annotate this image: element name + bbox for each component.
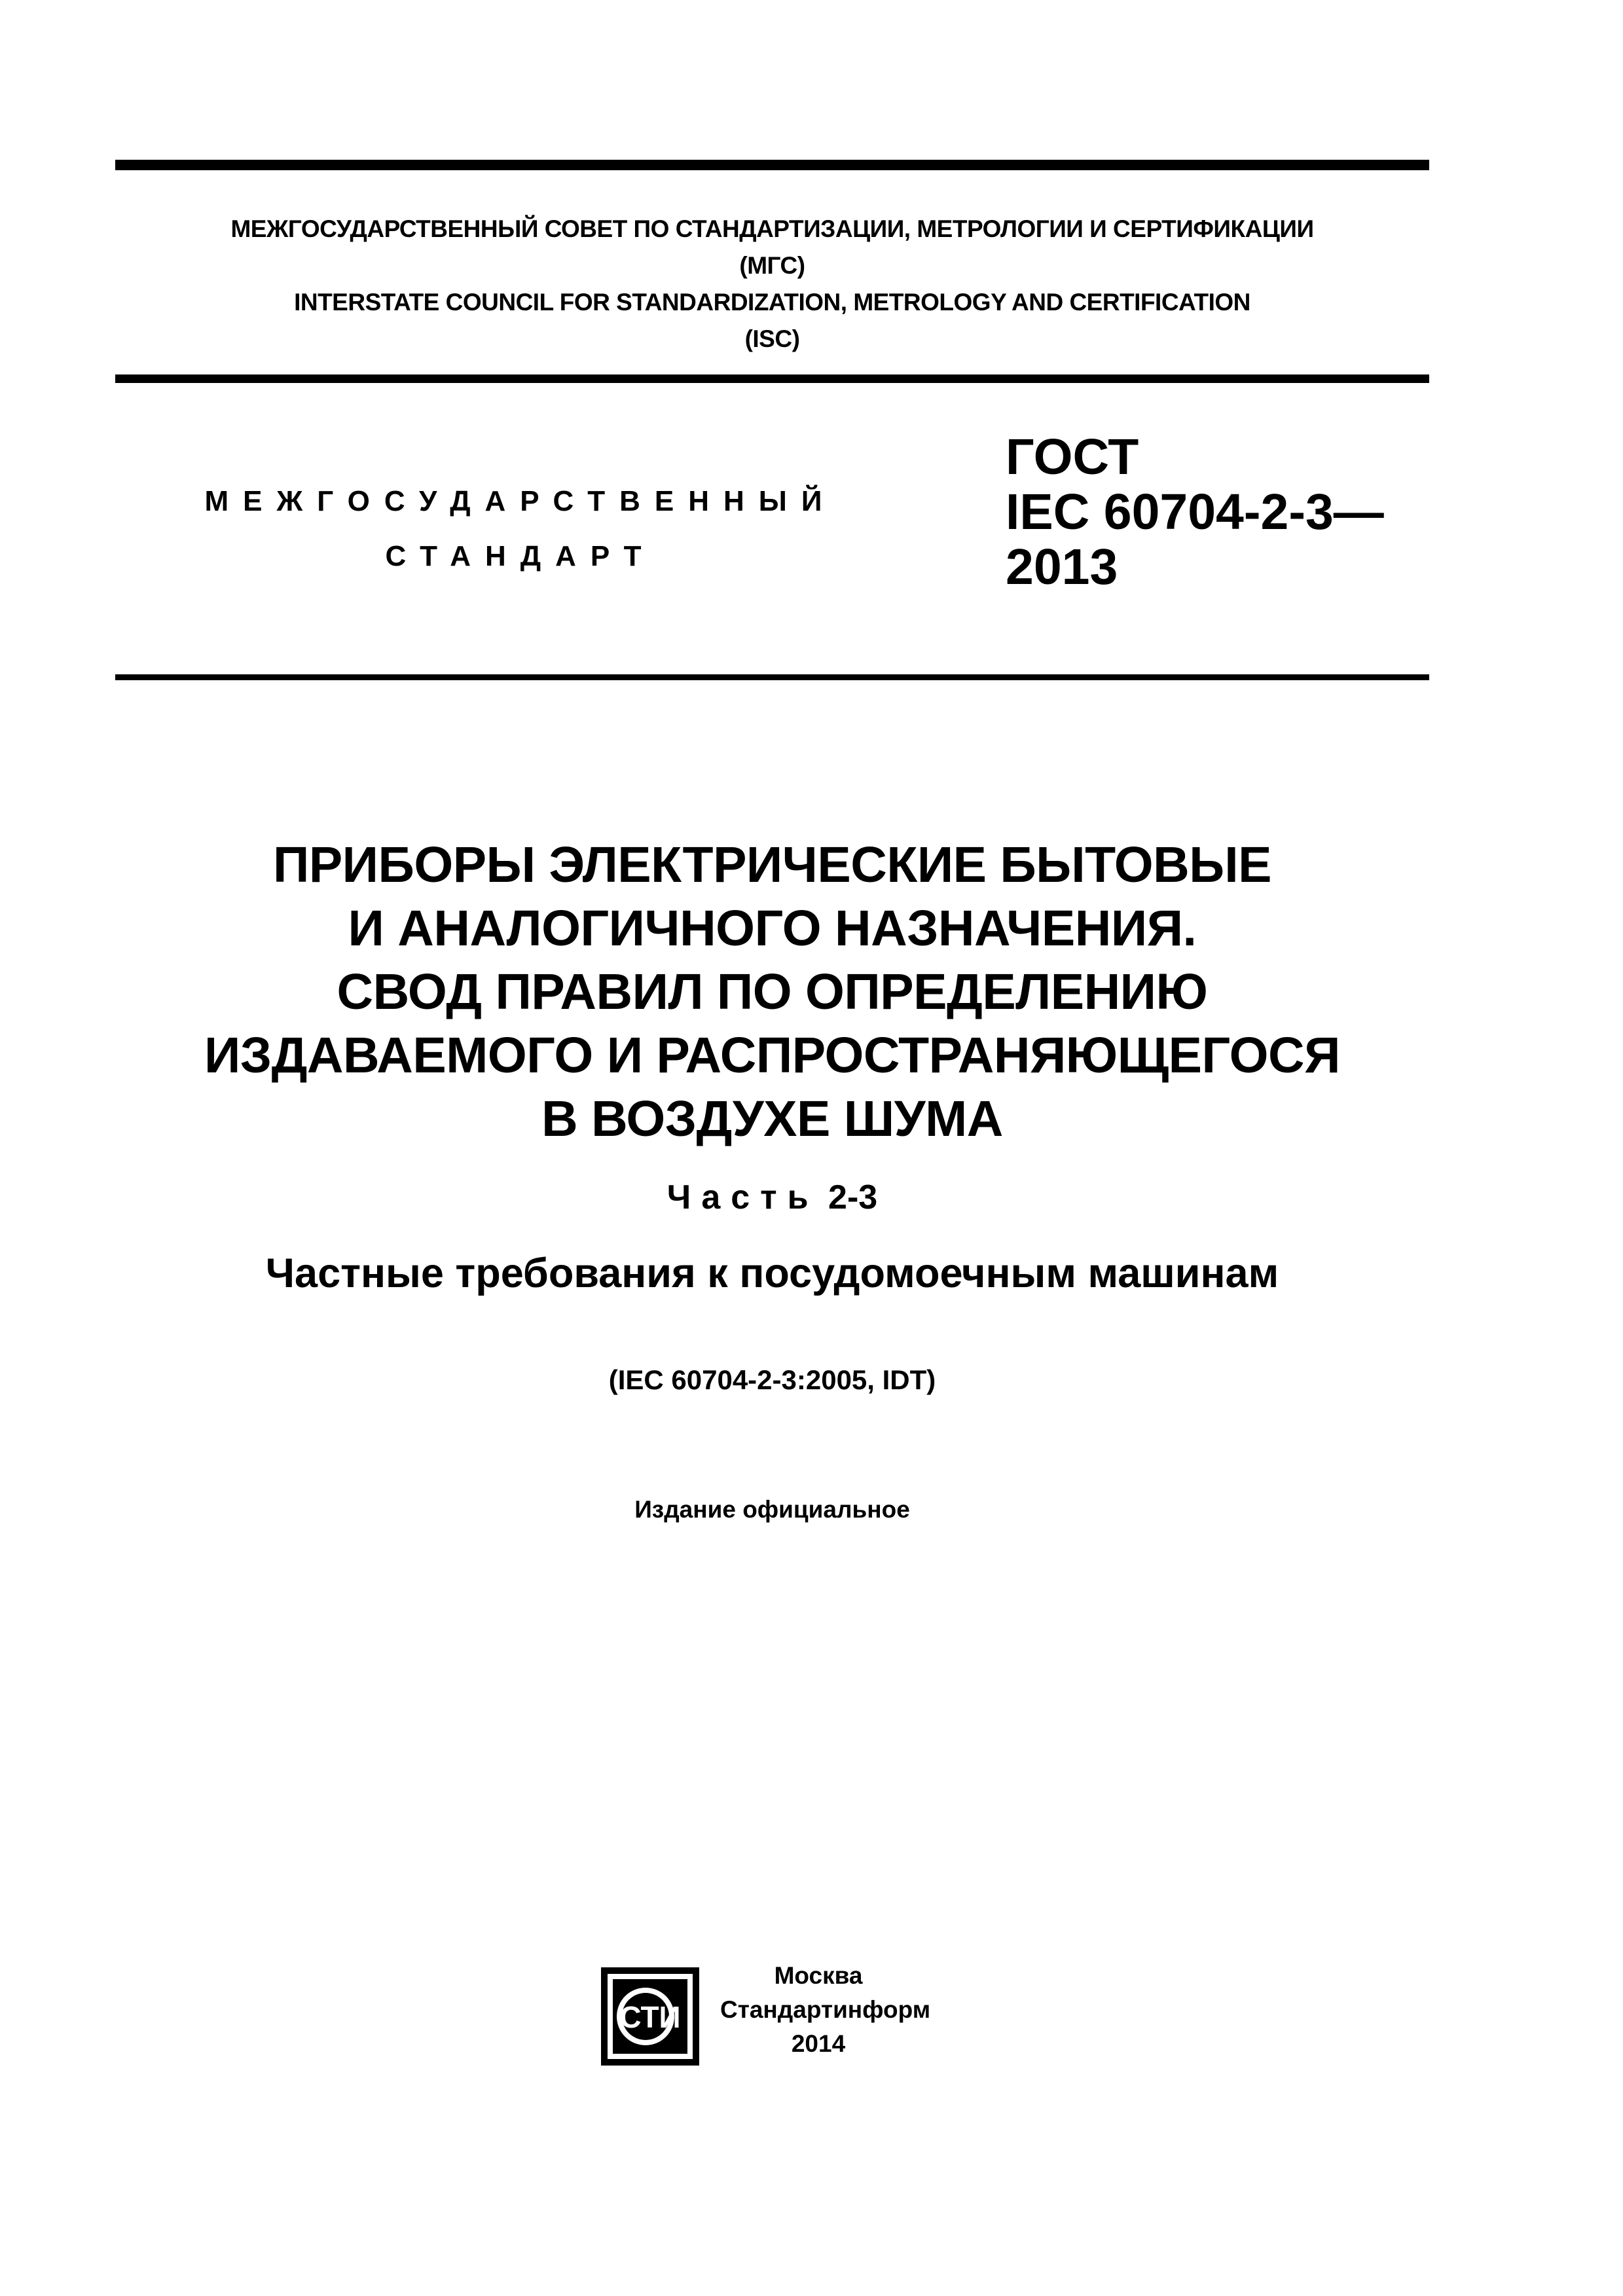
standard-type-line2: СТАНДАРТ [385, 540, 656, 572]
designation-line2: IEC 60704-2-3— [1006, 484, 1384, 540]
part-label [115, 1176, 1429, 1218]
title-line: В ВОЗДУХЕ ШУМА [541, 1091, 1003, 1147]
council-name-ru: МЕЖГОСУДАРСТВЕННЫЙ СОВЕТ ПО СТАНДАРТИЗАЦИИ, МЕТРОЛОГИИ И СЕРТИФИКАЦИИ [230, 215, 1314, 242]
publisher-year: 2014 [791, 2030, 846, 2057]
publisher-city: Москва [774, 1962, 863, 1989]
council-abbr-en: (ISC) [744, 325, 800, 352]
document-title [115, 833, 1429, 1151]
title-line: ИЗДАВАЕМОГО И РАСПРОСТРАНЯЮЩЕГОСЯ [204, 1027, 1341, 1084]
title-line: ПРИБОРЫ ЭЛЕКТРИЧЕСКИЕ БЫТОВЫЕ [272, 837, 1272, 893]
part-title: Частные требования к посудомоечным машинам [265, 1250, 1279, 1296]
standartinform-logo-icon [601, 1967, 699, 2066]
edition-note: Издание официальное [634, 1496, 910, 1523]
council-header [115, 211, 1429, 357]
standard-type [177, 474, 864, 584]
title-line: И АНАЛОГИЧНОГО НАЗНАЧЕНИЯ. [348, 900, 1197, 957]
title-line: СВОД ПРАВИЛ ПО ОПРЕДЕЛЕНИЮ [337, 964, 1208, 1020]
standard-designation [1006, 429, 1384, 594]
iec-reference: (IEC 60704-2-3:2005, IDT) [608, 1364, 936, 1395]
bottom-rule [115, 674, 1429, 680]
publisher-name: Стандартинформ [720, 1996, 931, 2023]
council-name-en: INTERSTATE COUNCIL FOR STANDARDIZATION, METROLOGY AND CERTIFICATION [294, 289, 1250, 316]
part-number: 2-3 [828, 1178, 878, 1216]
part-word: Часть [666, 1178, 819, 1216]
middle-rule [115, 374, 1429, 383]
standard-type-line1: МЕЖГОСУДАРСТВЕННЫЙ [204, 485, 837, 517]
top-rule [115, 160, 1429, 170]
designation-line1: ГОСТ [1006, 429, 1139, 485]
designation-line3: 2013 [1006, 539, 1118, 595]
publisher-block [720, 1959, 931, 2061]
svg-text:СТИ: СТИ [619, 2000, 681, 2034]
council-abbr-ru: (МГС) [739, 252, 805, 279]
